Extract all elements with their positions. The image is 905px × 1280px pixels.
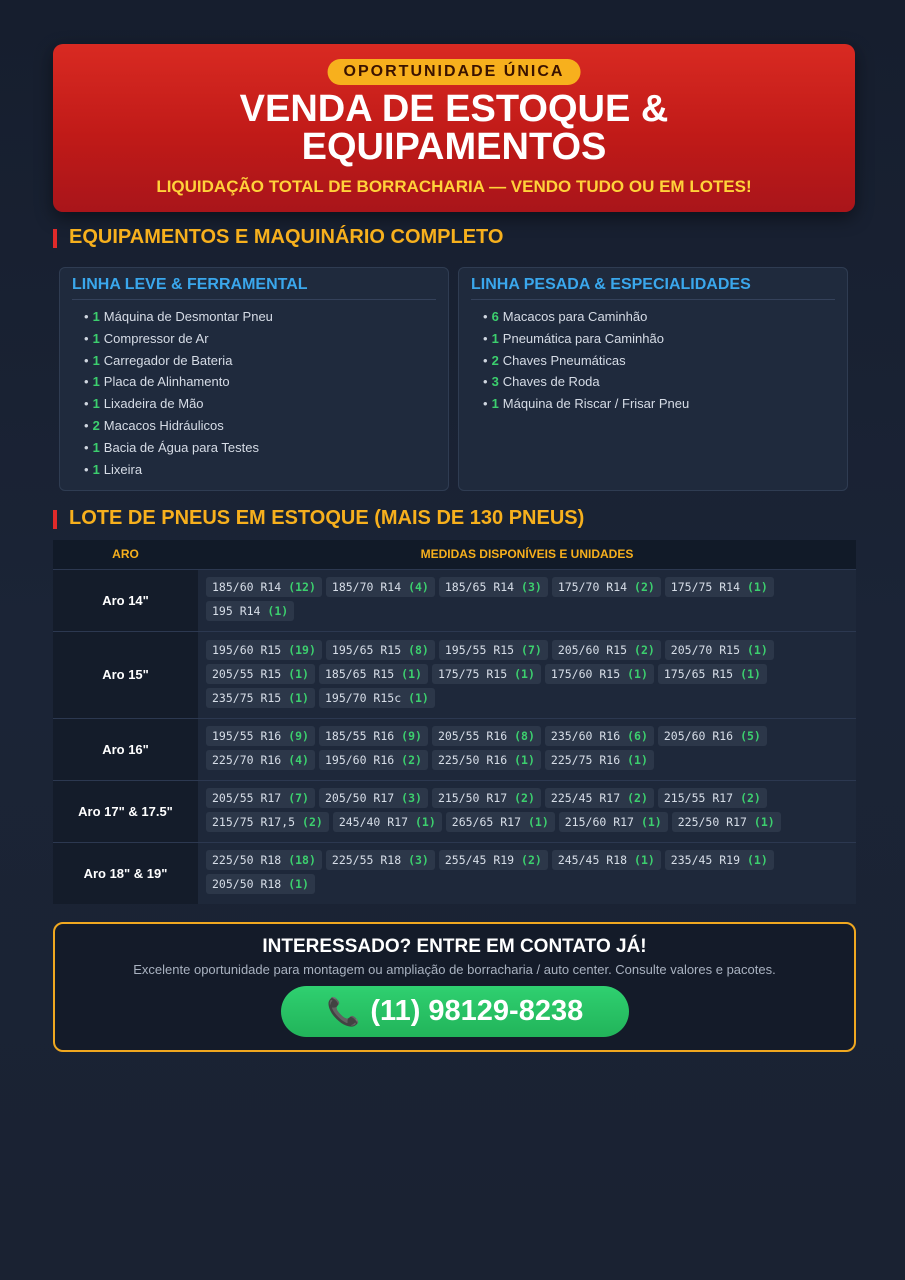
heavy-panel-title: LINHA PESADA & ESPECIALIDADES xyxy=(471,276,835,300)
item-quantity: 3 xyxy=(491,374,499,390)
list-item xyxy=(84,350,436,372)
tire-quantity: (1) xyxy=(408,690,429,705)
tire-size: 205/55 R15 xyxy=(212,666,282,681)
phone-number: (11) 98129-8238 xyxy=(370,995,584,1027)
tire-size-chip xyxy=(319,688,435,708)
tire-quantity: (1) xyxy=(415,815,436,829)
tire-size-chip xyxy=(326,640,435,660)
tire-quantity: (4) xyxy=(408,580,429,594)
tire-size: 205/50 R17 xyxy=(324,791,395,805)
tire-quantity: (3) xyxy=(521,580,542,594)
tire-size-chip xyxy=(206,850,322,870)
list-item xyxy=(84,328,436,350)
tire-size: 195/70 R15c xyxy=(324,690,402,705)
list-item xyxy=(483,350,835,372)
tire-size-chip xyxy=(206,664,315,684)
item-quantity: 1 xyxy=(92,461,100,477)
tire-quantity: (7) xyxy=(288,791,309,805)
hero-banner xyxy=(53,44,855,212)
table-row xyxy=(53,718,856,780)
aro-cell: Aro 18" & 19" xyxy=(53,842,198,904)
tire-size-chip xyxy=(552,850,661,870)
aro-column-header: ARO xyxy=(53,540,198,569)
tire-size-chip xyxy=(545,664,654,684)
tire-quantity: (1) xyxy=(401,666,422,681)
tire-quantity: (1) xyxy=(514,753,535,767)
tire-quantity: (1) xyxy=(627,753,648,767)
tire-size: 235/60 R16 xyxy=(550,729,621,743)
item-name: Lixadeira de Mão xyxy=(103,396,204,412)
list-item xyxy=(84,393,436,415)
tire-size: 255/45 R19 xyxy=(444,853,515,868)
hero-title: VENDA DE ESTOQUE & EQUIPAMENTOS xyxy=(239,88,669,168)
tire-size: 175/70 R14 xyxy=(557,580,628,594)
sizes-cell xyxy=(198,569,856,631)
tire-size-chip xyxy=(319,788,428,808)
tire-quantity: (19) xyxy=(288,642,316,657)
tire-quantity: (4) xyxy=(288,753,309,767)
tire-table-body xyxy=(53,569,856,904)
tire-size: 185/65 R15 xyxy=(324,666,395,681)
aro-cell: Aro 14" xyxy=(53,569,198,631)
item-name: Máquina de Desmontar Pneu xyxy=(103,309,273,324)
bullet-icon: • xyxy=(483,374,488,390)
list-item xyxy=(84,415,436,437)
tire-size-chip xyxy=(333,812,442,832)
contact-description: Excelente oportunidade para montagem ou ampliação de borracharia / auto center. Consulte valores e pacotes. xyxy=(133,962,776,977)
tire-size: 195/60 R16 xyxy=(324,753,395,767)
tire-quantity: (8) xyxy=(408,642,429,657)
list-item xyxy=(483,306,835,328)
sizes-cell xyxy=(198,842,856,904)
tire-size: 175/75 R14 xyxy=(670,580,741,594)
tire-size-chip xyxy=(446,812,555,832)
tire-quantity: (1) xyxy=(627,666,648,681)
tire-size: 215/75 R17,5 xyxy=(212,815,296,829)
tire-size-chip xyxy=(658,788,767,808)
tire-size-chip xyxy=(206,640,322,660)
tire-quantity: (1) xyxy=(634,853,655,868)
bullet-icon: • xyxy=(483,330,488,346)
sizes-column-header: MEDIDAS DISPONÍVEIS E UNIDADES xyxy=(198,540,856,569)
tire-size: 235/75 R15 xyxy=(212,690,282,705)
tire-quantity: (1) xyxy=(514,666,535,681)
item-name: Máquina de Riscar / Frisar Pneu xyxy=(502,396,690,412)
list-item xyxy=(483,371,835,393)
item-quantity: 6 xyxy=(491,309,499,324)
item-quantity: 1 xyxy=(491,330,499,346)
table-header-row xyxy=(53,540,856,569)
tire-size: 195/55 R16 xyxy=(212,729,282,743)
item-quantity: 1 xyxy=(92,396,100,412)
tire-quantity: (2) xyxy=(740,791,761,805)
tire-size-chip xyxy=(432,664,541,684)
light-panel-title: LINHA LEVE & FERRAMENTAL xyxy=(72,276,436,300)
tire-size-chip xyxy=(439,577,548,597)
sizes-cell xyxy=(198,780,856,842)
list-item xyxy=(84,306,436,328)
tire-size-chip xyxy=(658,664,767,684)
tire-size-chip xyxy=(206,688,315,708)
tire-quantity: (1) xyxy=(746,580,768,594)
item-name: Chaves Pneumáticas xyxy=(502,352,626,368)
tire-size: 205/70 R15 xyxy=(670,642,741,657)
tire-size-chip xyxy=(326,577,435,597)
item-quantity: 1 xyxy=(92,330,100,346)
tire-size-chip xyxy=(545,750,654,770)
tire-size: 215/50 R17 xyxy=(437,791,508,805)
tire-size-chip xyxy=(319,750,428,770)
tire-quantity: (2) xyxy=(302,815,323,829)
tire-size-chip xyxy=(665,577,774,597)
tire-quantity: (2) xyxy=(401,753,422,767)
tire-size: 265/65 R17 xyxy=(451,815,522,829)
tire-size: 185/70 R14 xyxy=(331,580,402,594)
tire-size-chip xyxy=(665,640,774,660)
tire-quantity: (18) xyxy=(288,853,316,868)
tire-size-chip xyxy=(665,850,774,870)
tire-quantity: (1) xyxy=(746,853,768,868)
tire-size: 175/65 R15 xyxy=(663,666,734,681)
tire-size: 225/70 R16 xyxy=(212,753,282,767)
tire-quantity: (3) xyxy=(408,853,429,868)
item-quantity: 1 xyxy=(491,396,499,412)
tire-quantity: (1) xyxy=(288,690,309,705)
light-equipment-list xyxy=(72,306,436,480)
tire-quantity: (1) xyxy=(267,604,289,618)
tire-size: 185/65 R14 xyxy=(444,580,515,594)
table-row xyxy=(53,631,856,718)
tire-size: 175/75 R15 xyxy=(437,666,508,681)
tire-size: 215/60 R17 xyxy=(564,815,634,829)
tire-size: 195/65 R15 xyxy=(331,642,402,657)
bullet-icon: • xyxy=(84,461,89,477)
tire-size: 195/60 R15 xyxy=(212,642,282,657)
table-row xyxy=(53,569,856,631)
tire-quantity: (2) xyxy=(521,853,542,868)
tire-size-chip xyxy=(432,788,541,808)
tire-size: 195 R14 xyxy=(212,604,261,618)
tires-section-title: LOTE DE PNEUS EM ESTOQUE (MAIS DE 130 PNEUS) xyxy=(53,507,584,530)
tire-size: 225/50 R17 xyxy=(677,815,747,829)
tire-size-chip xyxy=(206,726,315,746)
tire-size-chip xyxy=(552,640,661,660)
heavy-equipment-list xyxy=(471,306,835,415)
tire-size-chip xyxy=(439,850,548,870)
tire-size: 205/60 R16 xyxy=(663,729,734,743)
tire-size-chip xyxy=(545,726,654,746)
tire-quantity: (2) xyxy=(634,580,655,594)
tire-size: 225/50 R16 xyxy=(437,753,508,767)
list-item xyxy=(84,371,436,393)
tire-quantity: (9) xyxy=(401,729,422,743)
tire-size: 205/50 R18 xyxy=(212,877,282,892)
item-quantity: 1 xyxy=(92,374,100,390)
item-name: Macacos para Caminhão xyxy=(502,309,648,324)
item-quantity: 2 xyxy=(491,352,499,368)
tire-quantity: (6) xyxy=(627,729,648,743)
heavy-equipment-panel xyxy=(458,267,848,491)
equipment-section-title: EQUIPAMENTOS E MAQUINÁRIO COMPLETO xyxy=(53,226,503,249)
bullet-icon: • xyxy=(483,396,488,412)
sizes-cell xyxy=(198,718,856,780)
opportunity-badge: OPORTUNIDADE ÚNICA xyxy=(328,59,581,85)
bullet-icon: • xyxy=(84,374,89,390)
contact-box xyxy=(53,922,856,1052)
tire-quantity: (2) xyxy=(634,642,655,657)
item-name: Carregador de Bateria xyxy=(103,352,233,368)
tire-quantity: (9) xyxy=(288,729,309,743)
tire-size-chip xyxy=(206,874,315,894)
aro-cell: Aro 15" xyxy=(53,631,198,718)
bullet-icon: • xyxy=(84,439,89,455)
tire-size: 225/50 R18 xyxy=(212,853,282,868)
tire-size-chip xyxy=(552,577,661,597)
aro-cell: Aro 17" & 17.5" xyxy=(53,780,198,842)
tire-size-chip xyxy=(559,812,668,832)
tire-size-chip xyxy=(206,577,322,597)
list-item xyxy=(483,393,835,415)
hero-subtitle: LIQUIDAÇÃO TOTAL DE BORRACHARIA — VENDO TUDO OU EM LOTES! xyxy=(156,177,752,196)
tire-size-chip xyxy=(439,640,548,660)
tire-size: 225/55 R18 xyxy=(331,853,402,868)
tire-size-chip xyxy=(206,788,315,808)
aro-cell: Aro 16" xyxy=(53,718,198,780)
tire-size-chip xyxy=(658,726,767,746)
tire-size-chip xyxy=(545,788,654,808)
bullet-icon: • xyxy=(84,330,89,346)
tire-size-chip xyxy=(432,750,541,770)
tire-size: 205/55 R16 xyxy=(437,729,508,743)
table-row xyxy=(53,780,856,842)
item-name: Compressor de Ar xyxy=(103,330,209,346)
tire-quantity: (1) xyxy=(746,642,768,657)
bullet-icon: • xyxy=(483,352,488,368)
tire-size: 175/60 R15 xyxy=(550,666,621,681)
tire-quantity: (1) xyxy=(288,877,309,892)
list-item xyxy=(84,459,436,481)
tire-quantity: (2) xyxy=(627,791,648,805)
tire-quantity: (3) xyxy=(401,791,422,805)
item-name: Macacos Hidráulicos xyxy=(103,417,224,433)
phone-button[interactable] xyxy=(281,986,629,1037)
tire-size-chip xyxy=(672,812,781,832)
item-quantity: 2 xyxy=(92,417,100,433)
tire-stock-table xyxy=(53,540,856,904)
item-name: Chaves de Roda xyxy=(502,374,600,390)
tire-quantity: (12) xyxy=(288,580,316,594)
tire-size: 205/55 R17 xyxy=(212,791,282,805)
contact-heading: INTERESSADO? ENTRE EM CONTATO JÁ! xyxy=(262,936,647,957)
tire-quantity: (5) xyxy=(740,729,761,743)
bullet-icon: • xyxy=(84,417,89,433)
sizes-cell xyxy=(198,631,856,718)
item-name: Pneumática para Caminhão xyxy=(502,330,664,346)
tire-quantity: (7) xyxy=(521,642,542,657)
tire-quantity: (1) xyxy=(288,666,309,681)
tire-size: 215/55 R17 xyxy=(663,791,734,805)
tire-size: 195/55 R15 xyxy=(444,642,515,657)
tire-size-chip xyxy=(326,850,435,870)
item-quantity: 1 xyxy=(92,309,100,324)
tire-size: 245/40 R17 xyxy=(338,815,409,829)
tire-size: 225/45 R17 xyxy=(550,791,621,805)
bullet-icon: • xyxy=(84,352,89,368)
tire-size: 185/60 R14 xyxy=(212,580,282,594)
list-item xyxy=(84,437,436,459)
tire-size-chip xyxy=(432,726,541,746)
table-row xyxy=(53,842,856,904)
bullet-icon: • xyxy=(84,396,89,412)
tire-size: 185/55 R16 xyxy=(324,729,395,743)
bullet-icon: • xyxy=(483,309,488,324)
tire-size: 225/75 R16 xyxy=(550,753,621,767)
item-name: Bacia de Água para Testes xyxy=(103,439,259,455)
item-name: Placa de Alinhamento xyxy=(103,374,230,390)
tire-size: 205/60 R15 xyxy=(557,642,628,657)
tire-quantity: (1) xyxy=(740,666,761,681)
tire-size-chip xyxy=(319,664,428,684)
tire-size-chip xyxy=(206,601,294,621)
tire-quantity: (8) xyxy=(514,729,535,743)
tire-size: 235/45 R19 xyxy=(670,853,741,868)
item-quantity: 1 xyxy=(92,352,100,368)
tire-quantity: (2) xyxy=(514,791,535,805)
item-name: Lixeira xyxy=(103,461,143,477)
phone-icon: 📞 xyxy=(326,996,361,1027)
tire-quantity: (1) xyxy=(527,815,549,829)
light-equipment-panel xyxy=(59,267,449,491)
tire-quantity: (1) xyxy=(753,815,775,829)
tire-size-chip xyxy=(206,750,315,770)
tire-size-chip xyxy=(206,812,329,832)
list-item xyxy=(483,328,835,350)
tire-size-chip xyxy=(319,726,428,746)
bullet-icon: • xyxy=(84,309,89,324)
tire-quantity: (1) xyxy=(640,815,662,829)
item-quantity: 1 xyxy=(92,439,100,455)
tire-size: 245/45 R18 xyxy=(557,853,628,868)
